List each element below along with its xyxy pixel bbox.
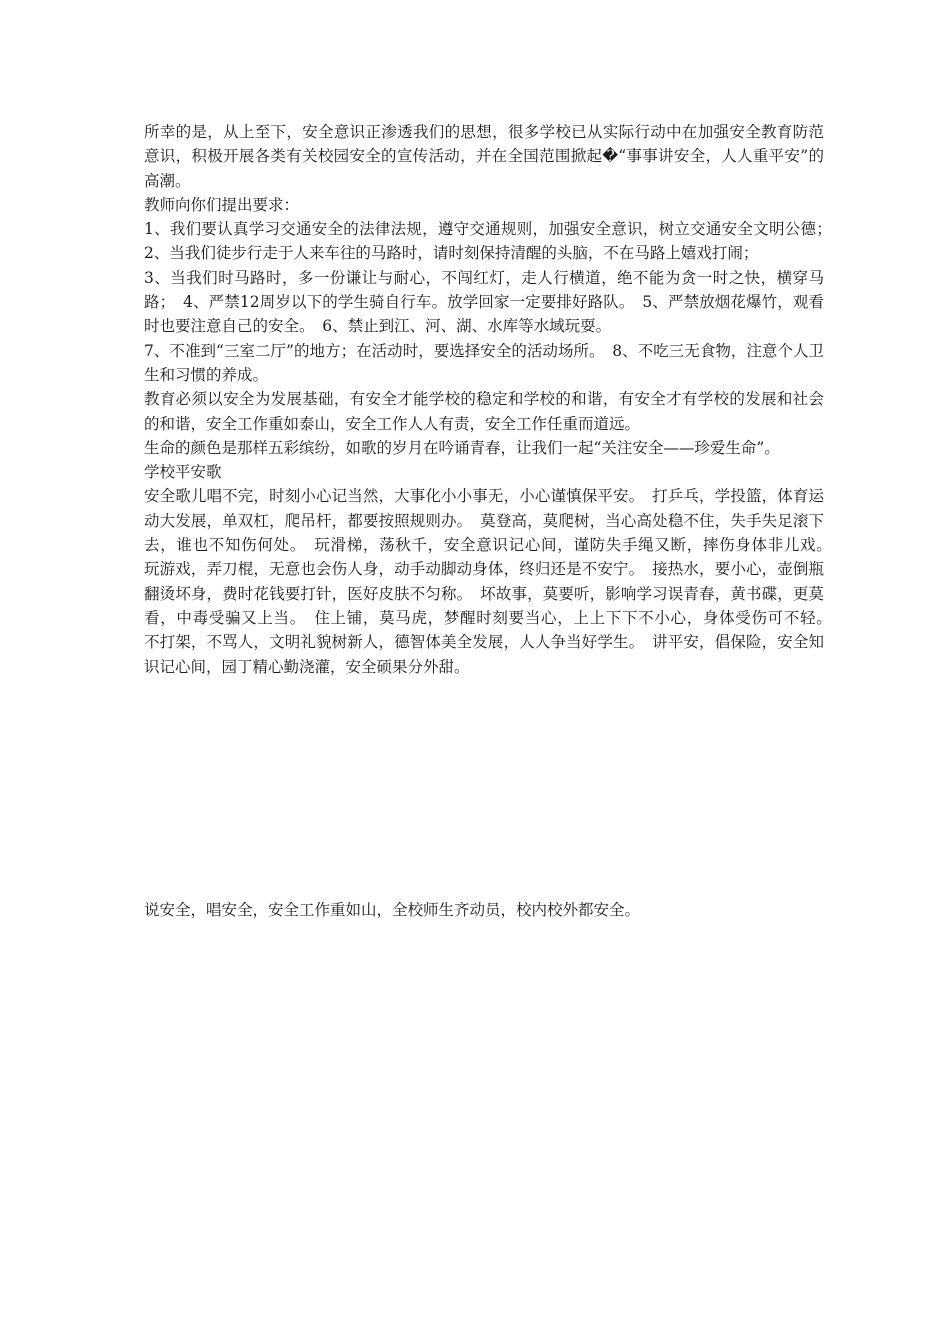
paragraph-rules-1-2: 1、我们要认真学习交通安全的法律法规，遵守交通规则，加强安全意识，树立交通安全文明公德； 2、当我们徒步行走于人来车往的马路时，请时刻保持清醒的头脑，不在马路上嬉戏打闹； xyxy=(144,220,840,263)
paragraph-rules-7-8: 7、不准到“三室二厅”的地方；在活动时，要选择安全的活动场所。 8、不吃三无食物，注意个人卫生和习惯的养成。 xyxy=(144,341,824,384)
paragraph-teacher-requirements-heading: 教师向你们提出要求： xyxy=(144,195,300,214)
closing-line: 说安全，唱安全，安全工作重如山，全校师生齐动员，校内校外都安全。 xyxy=(144,901,641,919)
song-lyrics: 安全歌儿唱不完，时刻小心记当然，大事化小小事无，小心谨慎保平安。 打乒乓，学投篮，体育运动大发展，单双杠，爬吊杆，都要按照规则办。 莫登高，莫爬树，当心高处稳不住，失手失足滚下去，谁也不知伤何处。 玩滑梯，荡秋千，安全意识记心间，谨防失手绳又断，摔伤身体非儿戏。 玩游戏，弄刀棍，无意也会伤人身，动手动脚动身体，终归还是不安宁。 接热水，要小心，壶倒瓶翻烫坏身，费时花钱要打针，医好皮肤不匀称。 坏故事，莫要听，影响学习误青春，黄书碟，更莫看，中毒受骗又上当。 住上铺，莫马虎，梦醒时刻要当心，上上下下不小心，身体受伤可不轻。 不打架，不骂人，文明礼貌树新人，德智体美全发展，人人争当好学生。 讲平安，倡保险，安全知识记心间，园丁精心勤浇灌，安全硕果分外甜。 xyxy=(144,487,840,676)
paragraph-cherish-life: 生命的颜色是那样五彩缤纷，如歌的岁月在吟诵青春，让我们一起“关注安全——珍爱生命”。 xyxy=(144,438,780,457)
song-title: 学校平安歌 xyxy=(144,463,222,482)
paragraph-education-foundation: 教育必须以安全为发展基础，有安全才能学校的稳定和学校的和谐，有安全才有学校的发展和社会的和谐，安全工作重如泰山，安全工作人人有责，安全工作任重而道远。 xyxy=(144,390,824,433)
paragraph-rules-3-6: 3、当我们时马路时，多一份谦让与耐心，不闯红灯，走人行横道，绝不能为贪一时之快，横穿马路； 4、严禁12周岁以下的学生骑自行车。放学回家一定要排好路队。 5、严禁放烟花爆竹，观看时也要注意自己的安全。 6、禁止到江、河、湖、水库等水域玩耍。 xyxy=(144,268,824,336)
document-body xyxy=(144,120,840,679)
paragraph-campus-safety-intro: 所幸的是，从上至下，安全意识正渗透我们的思想，很多学校已从实际行动中在加强安全教育防范意识，积极开展各类有关校园安全的宣传活动，并在全国范围掀起�“事事讲安全，人人重平安”的高潮。 xyxy=(144,123,824,190)
